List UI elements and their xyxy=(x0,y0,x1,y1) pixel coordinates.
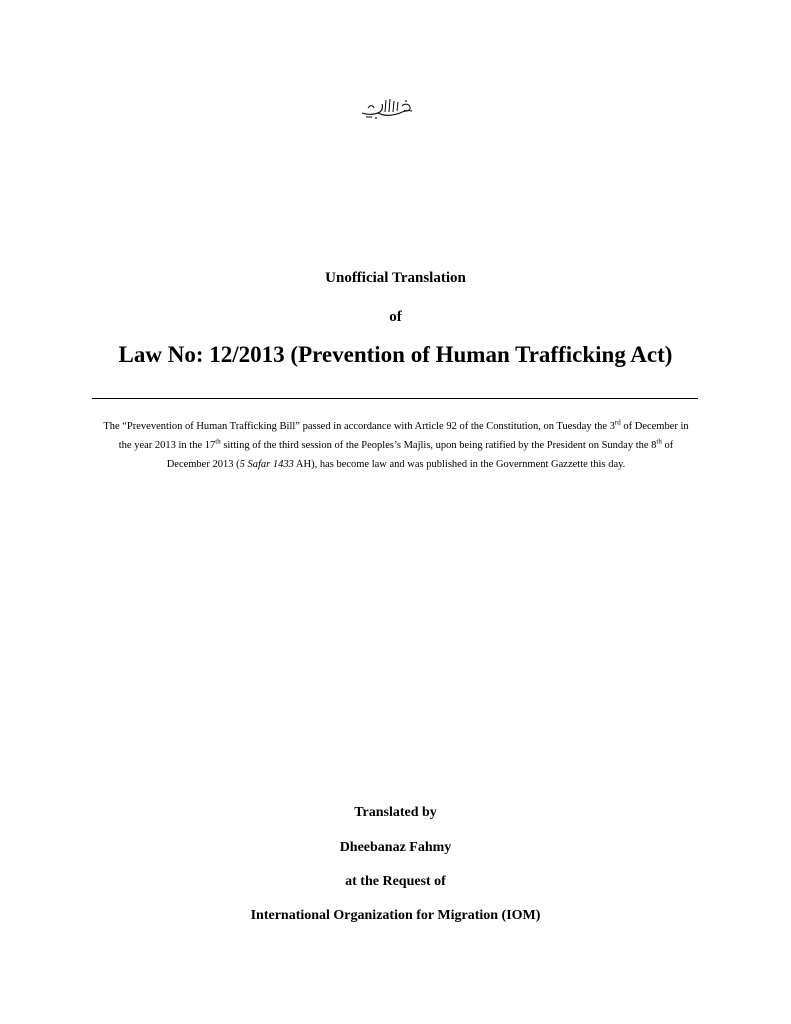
preamble-italic-date: 5 Safar 1433 xyxy=(239,459,294,470)
preamble-paragraph xyxy=(100,417,692,474)
title-divider xyxy=(92,398,698,399)
law-title: Law No: 12/2013 (Prevention of Human Trafficking Act) xyxy=(118,342,673,367)
preamble-text-5: AH), has become law and was published in the Government Gazzette this day. xyxy=(293,459,626,470)
organization-name: International Organization for Migration (IOM) xyxy=(250,908,541,923)
preamble-text-3: sitting of the third session of the Peoples’s Majlis, upon being ratified by the President on Sunday the 8 xyxy=(220,440,657,451)
preamble-text-4: of December 2013 ( xyxy=(166,440,674,470)
preamble-sup-3: th xyxy=(656,437,662,446)
request-label: at the Request of xyxy=(345,874,446,889)
translator-name: Dheebanaz Fahmy xyxy=(339,840,452,855)
translated-by-label: Translated by xyxy=(354,805,437,820)
preamble-sup-2: th xyxy=(215,437,221,446)
of-heading: of xyxy=(389,309,402,325)
basmala-calligraphy-icon xyxy=(360,96,416,120)
unofficial-translation-heading: Unofficial Translation xyxy=(325,270,466,286)
preamble-text-2: of December in the year 2013 in the 17 xyxy=(118,421,689,451)
preamble-sup-1: rd xyxy=(614,418,621,427)
preamble-text-1: The “Prevevention of Human Trafficking Bill” passed in accordance with Article 92 of the Constitution, on Tuesday the 3 xyxy=(103,421,615,432)
